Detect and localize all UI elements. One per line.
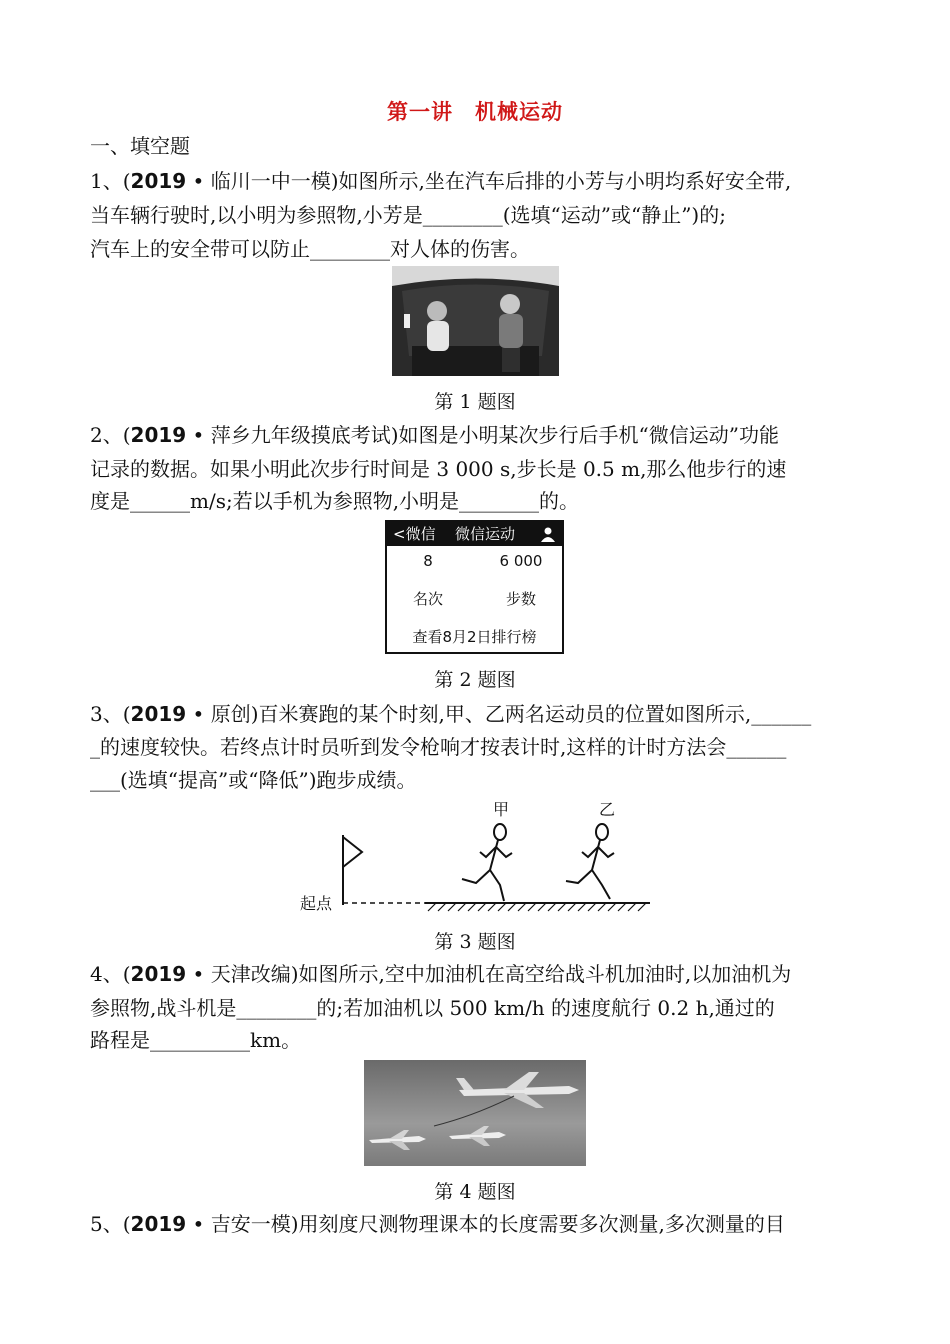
q2-line-3: 度是______m/s;若以手机为参照物,小明是________的。	[90, 489, 580, 513]
q1-year: 2019	[130, 169, 187, 193]
q1-caption: 第 1 题图	[434, 391, 516, 413]
wechat-header-bar	[387, 522, 562, 546]
race-diagram	[290, 795, 660, 925]
q5-year: 2019	[130, 1212, 187, 1236]
q3-caption: 第 3 题图	[434, 931, 516, 953]
q5-line-1-text: • 吉安一模)用刻度尺测物理课本的长度需要多次测量,多次测量的目	[186, 1212, 785, 1236]
q1-line-3: 汽车上的安全带可以防止________对人体的伤害。	[90, 237, 530, 261]
q3-line-1-text: • 原创)百米赛跑的某个时刻,甲、乙两名运动员的位置如图所示,______	[186, 702, 812, 726]
q2-caption: 第 2 题图	[434, 669, 516, 691]
q4-line-3: 路程是__________km。	[90, 1028, 302, 1052]
steps-value: 6 000	[499, 552, 543, 570]
q3-line-1	[90, 700, 811, 728]
q4-line-1-text: • 天津改编)如图所示,空中加油机在高空给战斗机加油时,以加油机为	[186, 962, 792, 986]
runner-a-figure	[462, 824, 512, 901]
ground-hatching	[428, 903, 646, 911]
q1-line-2: 当车辆行驶时,以小明为参照物,小芳是________(选填“运动”或“静止”)的;	[90, 203, 726, 227]
leaderboard-link: 查看8月2日排行榜	[412, 628, 537, 646]
wechat-back-label: <微信	[393, 525, 436, 543]
start-label: 起点	[300, 894, 333, 913]
q5-number: 5、(	[90, 1212, 131, 1236]
wechat-title: 微信运动	[455, 525, 516, 543]
q2-line-1-text: • 萍乡九年级摸底考试)如图是小明某次步行后手机“微信运动”功能	[186, 423, 779, 447]
q4-line-2: 参照物,战斗机是________的;若加油机以 500 km/h 的速度航行 0.2 h,通过的	[90, 996, 775, 1020]
refueling-illustration	[364, 1060, 586, 1166]
q2-number: 2、(	[90, 423, 131, 447]
runner-b-figure	[566, 824, 614, 899]
refueling-photo	[364, 1060, 586, 1166]
q4-number: 4、(	[90, 962, 131, 986]
car-seat-illustration	[392, 266, 559, 376]
q1-line-1	[90, 167, 791, 195]
q2-line-2: 记录的数据。如果小明此次步行时间是 3 000 s,步长是 0.5 m,那么他步行的速	[90, 457, 787, 481]
q3-line-2: _的速度较快。若终点计时员听到发令枪响才按表计时,这样的计时方法会______	[90, 735, 787, 759]
q1-line-1-text: • 临川一中一模)如图所示,坐在汽车后排的小芳与小明均系好安全带,	[186, 169, 792, 193]
q2-line-1	[90, 421, 779, 449]
q2-year: 2019	[130, 423, 187, 447]
runner-a-label: 甲	[493, 800, 510, 819]
rank-label: 名次	[412, 590, 443, 608]
section-heading: 一、填空题	[90, 134, 190, 158]
user-icon	[540, 526, 556, 542]
q3-year: 2019	[130, 702, 187, 726]
rank-value: 8	[423, 552, 433, 570]
q1-number: 1、(	[90, 169, 131, 193]
q4-caption: 第 4 题图	[434, 1181, 516, 1203]
q3-number: 3、(	[90, 702, 131, 726]
q3-line-3: ___(选填“提高”或“降低”)跑步成绩。	[90, 768, 417, 792]
page-title: 第一讲 机械运动	[387, 99, 563, 124]
flag-icon	[343, 837, 362, 867]
q4-line-1	[90, 960, 791, 988]
steps-label: 步数	[505, 590, 536, 608]
car-seat-photo	[392, 266, 559, 376]
wechat-sport-panel	[385, 520, 564, 654]
runner-b-label: 乙	[599, 800, 616, 819]
q5-line-1	[90, 1210, 785, 1238]
q4-year: 2019	[130, 962, 187, 986]
